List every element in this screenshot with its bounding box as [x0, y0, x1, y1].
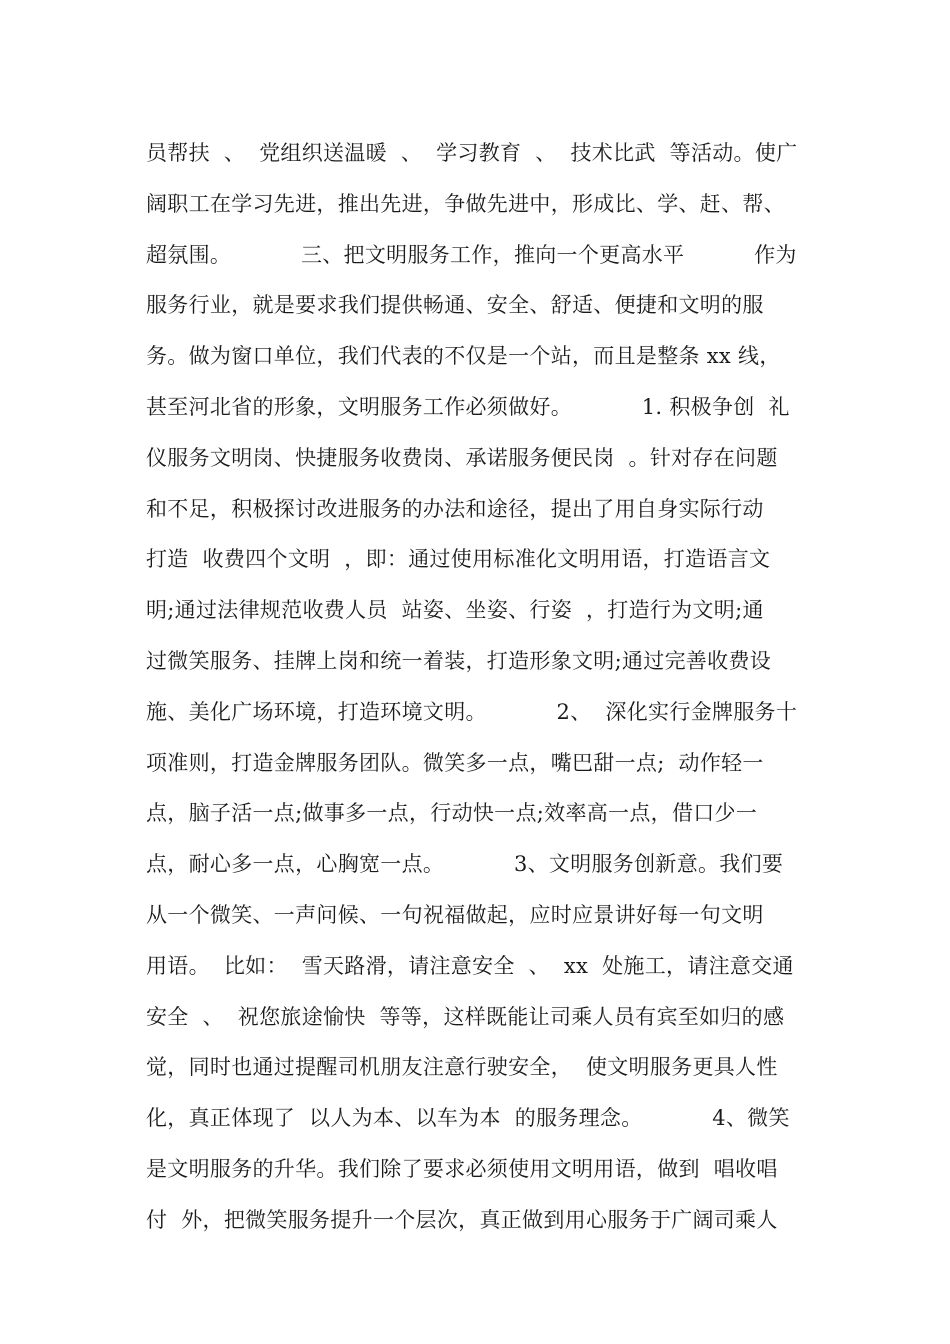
text-line: 付 外，把微笑服务提升一个层次，真正做到用心服务于广阔司乘人: [146, 1207, 778, 1232]
text-line: 务。做为窗口单位，我们代表的不仅是一个站，而且是整条 xx 线，: [146, 344, 781, 369]
text-line: 从一个微笑、一声问候、一句祝福做起，应时应景讲好每一句文明: [146, 902, 764, 927]
text-line: 化，真正体现了 以人为本、以车为本 的服务理念。 4、微笑: [146, 1106, 790, 1131]
text-line: 用语。 比如： 雪天路滑，请注意安全 、 xx 处施工，请注意交通: [146, 953, 794, 978]
text-line: 施、美化广场环境，打造环境文明。 2、 深化实行金牌服务十: [146, 699, 798, 724]
text-line: 打造 收费四个文明 ，即：通过使用标准化文明用语，打造语言文: [146, 547, 771, 572]
text-line: 和不足，积极探讨改进服务的办法和途径，提出了用自身实际行动: [146, 496, 764, 521]
text-line: 点，耐心多一点，心胸宽一点。 3、文明服务创新意。我们要: [146, 852, 784, 877]
text-line: 超氛围。 三、把文明服务工作，推向一个更高水平 作为: [146, 242, 797, 267]
text-line: 阔职工在学习先进，推出先进，争做先进中，形成比、学、赶、帮、: [146, 191, 785, 216]
text-line: 项准则，打造金牌服务团队。微笑多一点，嘴巴甜一点; 动作轻一: [146, 750, 764, 775]
body-text: [146, 131, 836, 1249]
text-line: 员帮扶 、 党组织送温暖 、 学习教育 、 技术比武 等活动。使广: [146, 141, 798, 165]
text-line: 是文明服务的升华。我们除了要求必须使用文明用语，做到 唱收唱: [146, 1156, 778, 1181]
text-line: 甚至河北省的形象，文明服务工作必须做好。 1. 积极争创 礼: [146, 394, 790, 419]
text-line: 服务行业，就是要求我们提供畅通、安全、舒适、便捷和文明的服: [146, 293, 764, 318]
text-line: 觉，同时也通过提醒司机朋友注意行驶安全， 使文明服务更具人性: [146, 1055, 778, 1080]
text-line: 明;通过法律规范收费人员 站姿、坐姿、行姿 ，打造行为文明;通: [146, 598, 764, 623]
text-line: 点，脑子活一点;做事多一点，行动快一点;效率高一点，借口少一: [146, 801, 758, 826]
text-line: 仪服务文明岗、快捷服务收费岗、承诺服务便民岗 。针对存在问题: [146, 445, 778, 470]
text-line: 过微笑服务、挂牌上岗和统一着装，打造形象文明;通过完善收费设: [146, 648, 772, 673]
text-line: 安全 、 祝您旅途愉快 等等，这样既能让司乘人员有宾至如归的感: [146, 1004, 785, 1029]
